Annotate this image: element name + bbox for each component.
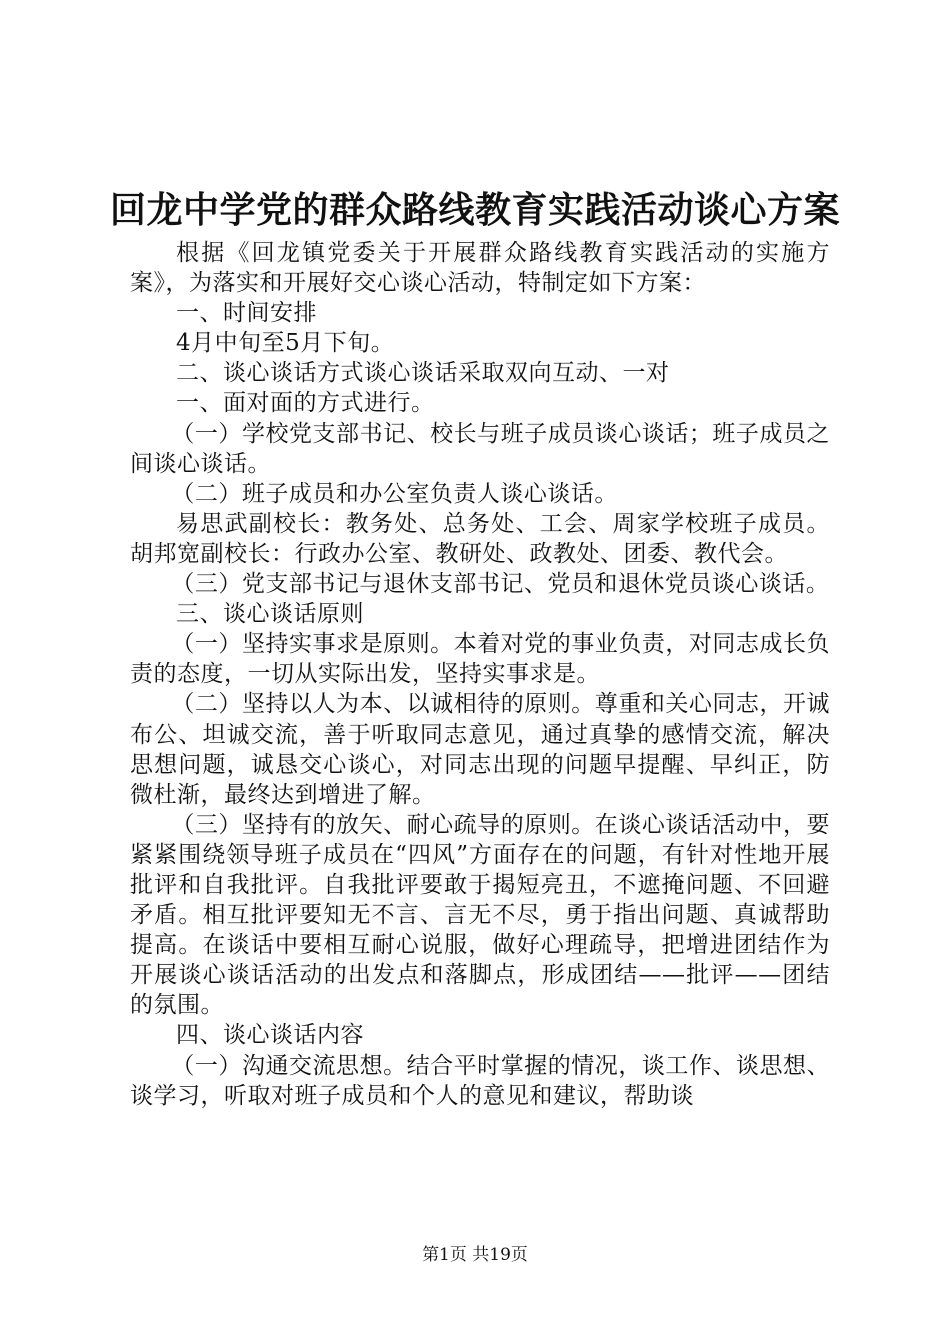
paragraph-time: 4月中旬至5月下旬。 (176, 330, 395, 357)
paragraph-principle-2: （二）坚持以人为本、以诚相待的原则。尊重和关心同志，开诚布公、坦诚交流，善于听取同志意见，通过真挚的感情交流，解决思想问题，诚恳交心谈心，对同志出现的问题早提醒、早纠正，防微杜渐，最终达到增进了解。 (130, 691, 830, 808)
page-footer: 第1页 共19页 (422, 1245, 528, 1265)
document-title: 回龙中学党的群众路线教育实践活动谈心方案 (109, 189, 840, 231)
paragraph-content-1: （一）沟通交流思想。结合平时掌握的情况，谈工作、谈思想、谈学习，听取对班子成员和个人的意见和建议，帮助谈 (130, 1052, 830, 1109)
paragraph-intro: 根据《回龙镇党委关于开展群众路线教育实践活动的实施方案》，为落实和开展好交心谈心活动，特制定如下方案： (130, 240, 830, 297)
paragraph-face-to-face: 一、面对面的方式进行。 (176, 390, 435, 417)
heading-talk-content: 四、谈心谈话内容 (176, 1022, 364, 1049)
paragraph-method-2: （二）班子成员和办公室负责人谈心谈话。 (171, 480, 618, 507)
heading-talk-method: 二、谈心谈话方式谈心谈话采取双向互动、一对 (176, 360, 670, 387)
paragraph-principle-1: （一）坚持实事求是原则。本着对党的事业负责，对同志成长负责的态度，一切从实际出发，坚持实事求是。 (130, 631, 830, 688)
heading-talk-principles: 三、谈心谈话原则 (176, 601, 364, 628)
paragraph-assignments: 易思武副校长：教务处、总务处、工会、周家学校班子成员。胡邦宽副校长：行政办公室、教研处、政教处、团委、教代会。 (130, 510, 830, 567)
document-body (130, 238, 830, 1111)
paragraph-method-3: （三）党支部书记与退休支部书记、党员和退休党员谈心谈话。 (171, 571, 830, 598)
heading-time-schedule: 一、时间安排 (176, 300, 317, 327)
paragraph-method-1: （一）学校党支部书记、校长与班子成员谈心谈话；班子成员之间谈心谈话。 (130, 420, 830, 477)
paragraph-principle-3: （三）坚持有的放矢、耐心疏导的原则。在谈心谈话活动中，要紧紧围绕领导班子成员在“四风”方面存在的问题，有针对性地开展批评和自我批评。自我批评要敢于揭短亮丑，不遮掩问题、不回避矛盾。相互批评要知无不言、言无不尽，勇于指出问题、真诚帮助提高。在谈话中要相互耐心说服，做好心理疏导，把增进团结作为开展谈心谈话活动的出发点和落脚点，形成团结——批评——团结的氛围。 (130, 811, 830, 1019)
